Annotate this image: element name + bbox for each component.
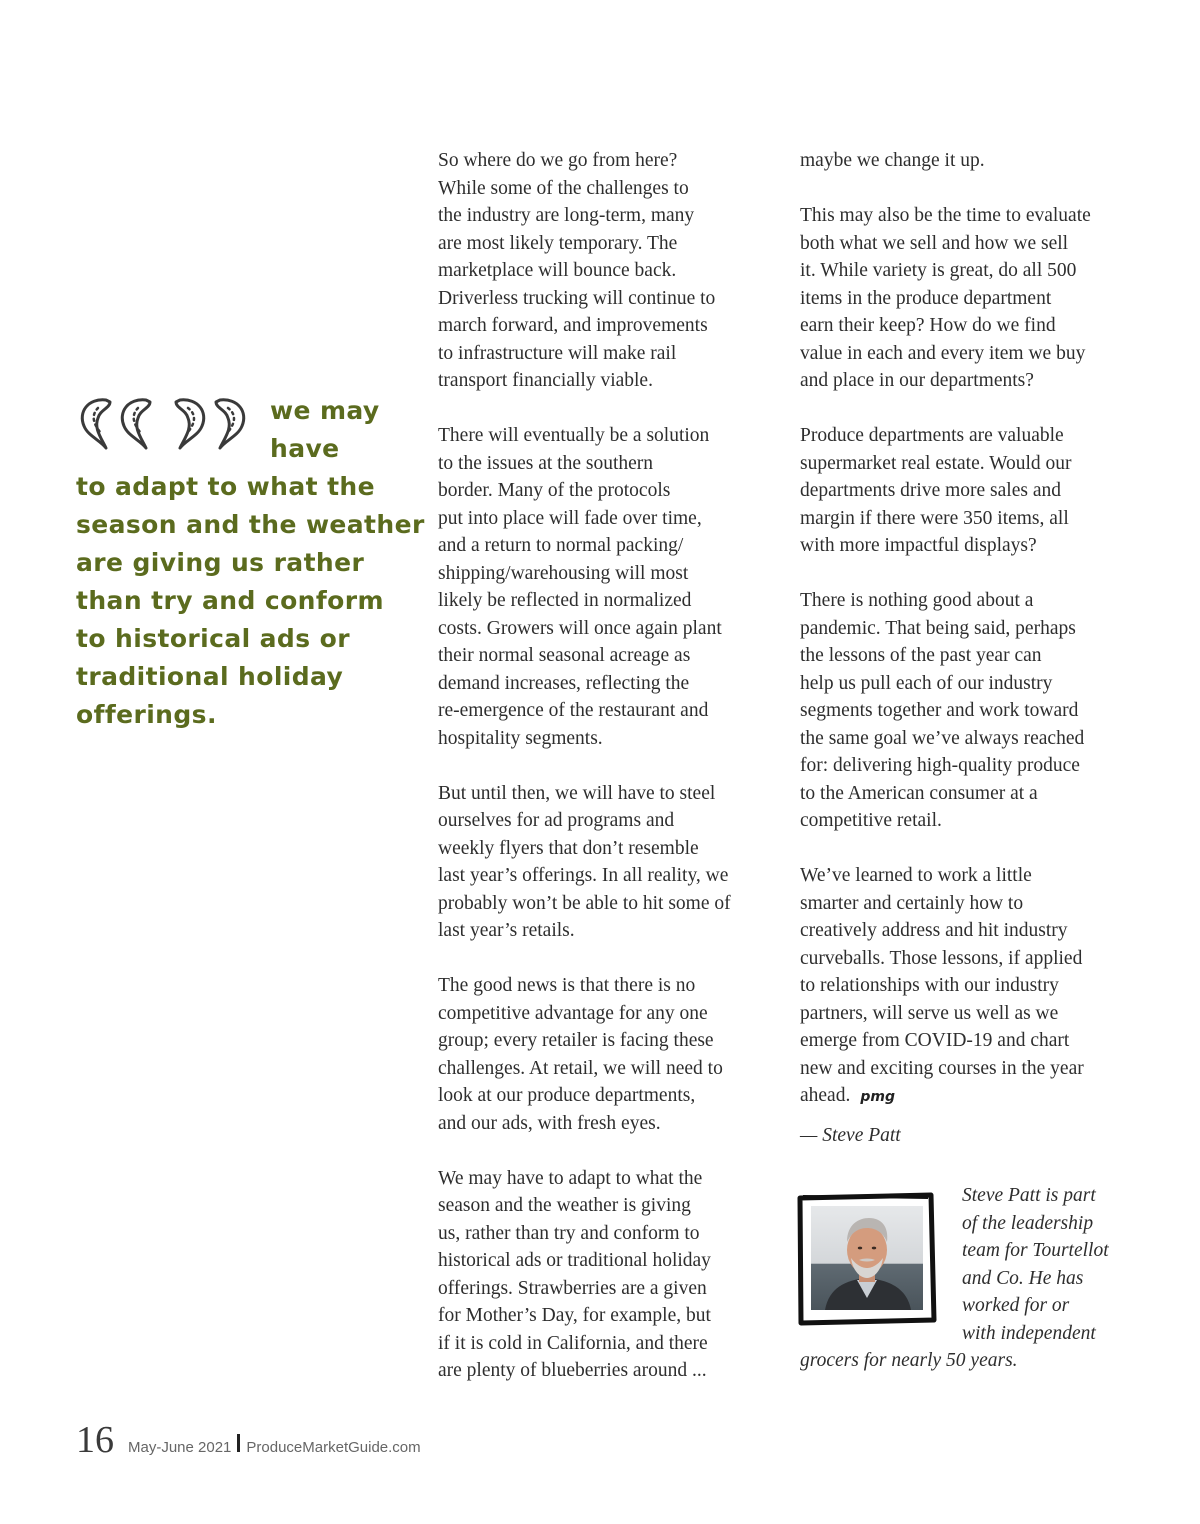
article-paragraph bbox=[800, 202, 1140, 395]
text-line: season and the weather is giving bbox=[438, 1195, 691, 1216]
text-line: margin if there were 350 items, all bbox=[800, 507, 1069, 529]
text-line: the same goal we’ve always reached bbox=[800, 727, 1085, 749]
text-line: to the American consumer at a bbox=[800, 782, 1038, 804]
text-line: value in each and every item we buy bbox=[800, 342, 1086, 364]
bio-line: and Co. He has bbox=[962, 1267, 1084, 1289]
text-line: The good news is that there is no bbox=[438, 975, 696, 996]
text-line: historical ads or traditional holiday bbox=[438, 1250, 711, 1271]
text-line: items in the produce department bbox=[800, 287, 1052, 309]
pull-quote-header bbox=[76, 392, 396, 468]
article-paragraph bbox=[800, 147, 1140, 175]
text-line: border. Many of the protocols bbox=[438, 480, 671, 501]
text-line: demand increases, reflecting the bbox=[438, 672, 690, 694]
text-line: competitive advantage for any one bbox=[438, 1002, 708, 1024]
text-line: us, rather than try and conform to bbox=[438, 1222, 700, 1244]
article-column-2 bbox=[800, 147, 1140, 1149]
text-line: While some of the challenges to bbox=[438, 177, 689, 199]
pull-quote-line: season and the weather bbox=[76, 510, 425, 539]
text-line: likely be reflected in normalized bbox=[438, 590, 692, 611]
text-line: We’ve learned to work a little bbox=[800, 865, 1032, 886]
pull-quote-line: we may bbox=[270, 396, 380, 425]
text-line: their normal seasonal acreage as bbox=[438, 645, 691, 666]
website-link[interactable]: ProduceMarketGuide.com bbox=[246, 1439, 421, 1456]
text-line: if it is cold in California, and there bbox=[438, 1332, 708, 1354]
text-line: But until then, we will have to steel bbox=[438, 782, 716, 804]
pull-quote-line: than try and conform bbox=[76, 586, 384, 615]
pull-quote-line: traditional holiday bbox=[76, 662, 344, 691]
page-number: 16 bbox=[76, 1419, 114, 1461]
text-line: for Mother’s Day, for example, but bbox=[438, 1305, 711, 1326]
text-line: weekly flyers that don’t resemble bbox=[438, 837, 699, 859]
text-line: Driverless trucking will continue to bbox=[438, 287, 716, 309]
author-bio bbox=[800, 1182, 1140, 1375]
text-line: This may also be the time to evaluate bbox=[800, 205, 1091, 226]
text-line: march forward, and improvements bbox=[438, 315, 708, 336]
text-line: probably won’t be able to hit some of bbox=[438, 892, 731, 914]
text-line: last year’s offerings. In all reality, we bbox=[438, 865, 729, 886]
text-line: re-emergence of the restaurant and bbox=[438, 700, 709, 721]
text-line: We may have to adapt to what the bbox=[438, 1167, 703, 1189]
text-line: challenges. At retail, we will need to bbox=[438, 1057, 723, 1079]
pull-quote-line: have bbox=[270, 434, 340, 463]
text-line: costs. Growers will once again plant bbox=[438, 617, 722, 639]
pull-quote-line: offerings. bbox=[76, 700, 217, 729]
text-line: help us pull each of our industry bbox=[800, 672, 1053, 694]
text-line: for: delivering high-quality produce bbox=[800, 755, 1080, 776]
text-line: put into place will fade over time, bbox=[438, 507, 702, 529]
text-line: smarter and certainly how to bbox=[800, 892, 1024, 914]
article-paragraph bbox=[800, 587, 1140, 835]
text-line: both what we sell and how we sell bbox=[800, 232, 1069, 254]
text-line: competitive retail. bbox=[800, 810, 942, 831]
article-paragraph bbox=[438, 780, 768, 945]
pull-quote-line: to adapt to what the bbox=[76, 472, 375, 501]
pull-quote-line: are giving us rather bbox=[76, 548, 365, 577]
text-line: the lessons of the past year can bbox=[800, 645, 1042, 666]
pull-quote-first-words bbox=[270, 392, 380, 468]
article-paragraph bbox=[800, 862, 1140, 1112]
bio-line: grocers for nearly 50 years. bbox=[800, 1350, 1018, 1371]
text-line: look at our produce departments, bbox=[438, 1085, 696, 1106]
text-line: and a return to normal packing/ bbox=[438, 535, 684, 556]
pull-quote bbox=[76, 392, 425, 734]
end-mark: pmg bbox=[860, 1089, 895, 1105]
text-line: and place in our departments? bbox=[800, 370, 1034, 391]
text-line: offerings. Strawberries are a given bbox=[438, 1277, 707, 1299]
text-line: with more impactful displays? bbox=[800, 535, 1037, 556]
text-line: it. While variety is great, do all 500 bbox=[800, 260, 1077, 281]
article-column-1 bbox=[438, 147, 768, 1412]
text-line: the industry are long-term, many bbox=[438, 205, 695, 226]
bio-line: Steve Patt is part bbox=[962, 1185, 1096, 1206]
text-line: creatively address and hit industry bbox=[800, 920, 1068, 941]
text-line: to infrastructure will make rail bbox=[438, 342, 677, 364]
text-line: ahead. bbox=[800, 1085, 851, 1106]
text-line: earn their keep? How do we find bbox=[800, 315, 1056, 336]
bio-line: worked for or bbox=[962, 1295, 1070, 1316]
article-paragraph bbox=[438, 147, 768, 395]
text-line: last year’s retails. bbox=[438, 920, 575, 941]
text-line: are plenty of blueberries around ... bbox=[438, 1360, 707, 1381]
article-paragraph bbox=[438, 422, 768, 752]
text-line: marketplace will bounce back. bbox=[438, 260, 677, 281]
text-line: pandemic. That being said, perhaps bbox=[800, 617, 1076, 639]
text-line: new and exciting courses in the year bbox=[800, 1057, 1084, 1079]
text-line: There is nothing good about a bbox=[800, 590, 1034, 611]
issue-date: May-June 2021 bbox=[128, 1439, 232, 1456]
text-line: maybe we change it up. bbox=[800, 150, 985, 171]
quotation-marks-icon bbox=[76, 392, 256, 456]
text-line: So where do we go from here? bbox=[438, 150, 678, 171]
text-line: partners, will serve us well as we bbox=[800, 1002, 1059, 1024]
bio-line: team for Tourtellot bbox=[962, 1240, 1109, 1261]
text-line: group; every retailer is facing these bbox=[438, 1030, 714, 1051]
page-footer bbox=[76, 1418, 421, 1462]
bio-line: with independent bbox=[962, 1322, 1096, 1344]
bio-line: of the leadership bbox=[962, 1212, 1094, 1234]
text-line: to the issues at the southern bbox=[438, 452, 654, 474]
author-byline: — Steve Patt bbox=[800, 1124, 901, 1146]
article-paragraph bbox=[800, 422, 1140, 560]
text-line: segments together and work toward bbox=[800, 700, 1079, 721]
text-line: are most likely temporary. The bbox=[438, 232, 678, 254]
text-line: and our ads, with fresh eyes. bbox=[438, 1112, 661, 1134]
text-line: hospitality segments. bbox=[438, 727, 603, 749]
text-line: departments drive more sales and bbox=[800, 480, 1061, 501]
article-paragraph bbox=[438, 972, 768, 1137]
pull-quote-line: to historical ads or bbox=[76, 624, 350, 653]
footer-divider bbox=[237, 1434, 240, 1452]
article-paragraph bbox=[438, 1165, 768, 1385]
text-line: ourselves for ad programs and bbox=[438, 810, 675, 831]
text-line: emerge from COVID-19 and chart bbox=[800, 1030, 1070, 1051]
text-line: supermarket real estate. Would our bbox=[800, 452, 1072, 474]
text-line: transport financially viable. bbox=[438, 370, 653, 391]
text-line: Produce departments are valuable bbox=[800, 425, 1064, 446]
text-line: shipping/warehousing will most bbox=[438, 562, 689, 584]
text-line: curveballs. Those lessons, if applied bbox=[800, 947, 1083, 969]
column-2-paragraphs bbox=[800, 147, 1140, 1112]
text-line: to relationships with our industry bbox=[800, 975, 1059, 996]
text-line: There will eventually be a solution bbox=[438, 425, 710, 446]
